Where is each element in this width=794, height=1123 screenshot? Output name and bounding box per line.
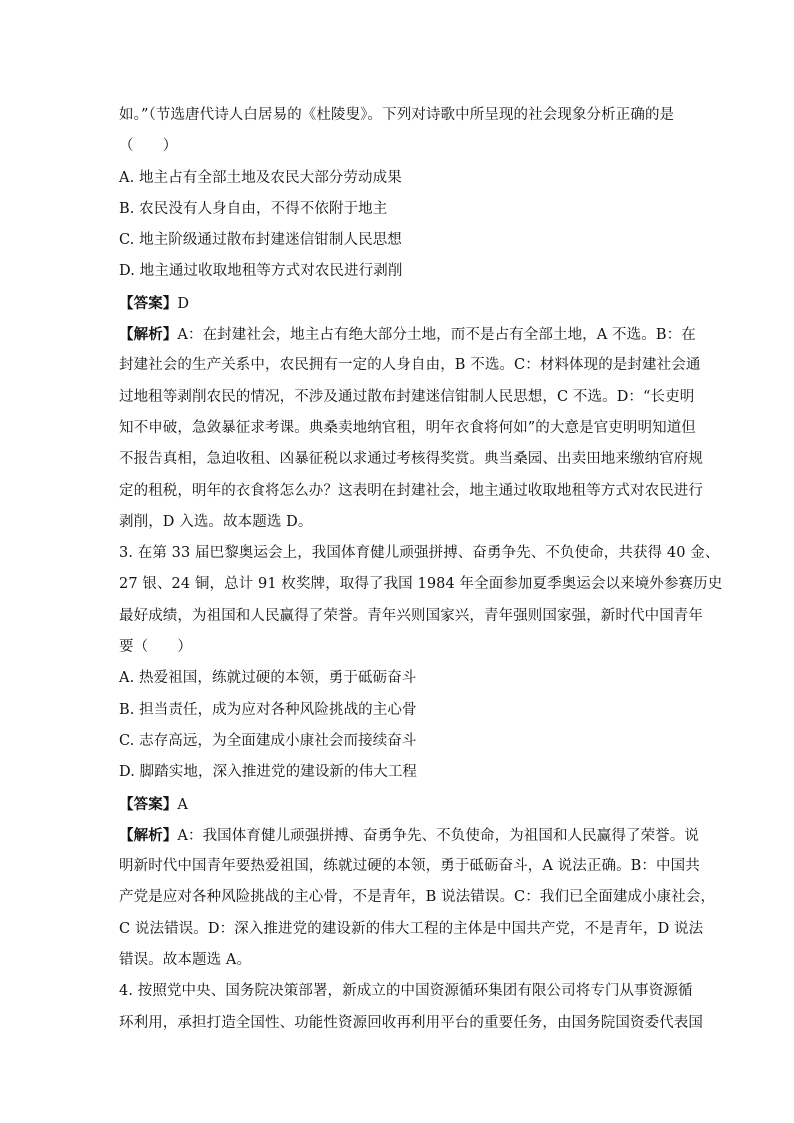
analysis-label: 【解析】 [119, 326, 178, 344]
question-4 [119, 976, 703, 1039]
analysis-line: 错误。故本题选 A。 [119, 952, 252, 969]
analysis-line: 明新时代中国青年要热爱祖国，练就过硬的本领，勇于砥砺奋斗，A 说法正确。B：中国共 [119, 858, 700, 875]
analysis-line: 封建社会的生产关系中，农民拥有一定的人身自由，B 不选。C：材料体现的是封建社会通 [119, 357, 701, 374]
page-content [119, 100, 723, 1039]
question-stem-line: 环利用，承担打造全国性、功能性资源回收再利用平台的重要任务，由国务院国资委代表国 [119, 1014, 703, 1031]
analysis-text: A：我国体育健儿顽强拼搏、奋勇争先、不负使命，为祖国和人民赢得了荣誉。说 [177, 827, 699, 844]
option-c: C. 志存高远，为全面建成小康社会而接续奋斗 [119, 732, 417, 749]
question-stem-line: 3. 在第 33 届巴黎奥运会上，我国体育健儿顽强拼搏、奋勇争先、不负使命，共获得 40 金、 [119, 545, 720, 562]
analysis-text: A：在封建社会，地主占有绝大部分土地，而不是占有全部土地，A 不选。B：在 [177, 327, 696, 344]
answer-label: 【答案】 [119, 294, 178, 312]
question-stem-line: （ ） [119, 138, 178, 155]
question-stem-line: 4. 按照党中央、国务院决策部署，新成立的中国资源循环集团有限公司将专门从事资源循 [119, 983, 693, 1000]
option-c: C. 地主阶级通过散布封建迷信钳制人民思想 [119, 232, 402, 249]
answer-value: D [177, 295, 190, 312]
analysis-line: 定的租税，明年的衣食将怎么办？这表明在封建社会，地主通过收取地租等方式对农民进行 [119, 482, 703, 499]
analysis-line: C 说法错误。D：深入推进党的建设新的伟大工程的主体是中国共产党，不是青年，D 说法 [119, 920, 704, 937]
question-2 [119, 100, 703, 538]
analysis-line: 知不申破，急敛暴征求考课。典桑卖地纳官租，明年衣食将何如”的大意是官吏明明知道但 [119, 419, 696, 436]
option-b: B. 农民没有人身自由，不得不依附于地主 [119, 200, 388, 217]
option-b: B. 担当责任，成为应对各种风险挑战的主心骨 [119, 701, 417, 718]
option-a: A. 热爱祖国，练就过硬的本领，勇于砥砺奋斗 [119, 670, 417, 687]
answer-line [119, 288, 677, 319]
option-d: D. 地主通过收取地租等方式对农民进行剥削 [119, 263, 403, 280]
question-stem-line: 27 银、24 铜，总计 91 枚奖牌，取得了我国 1984 年全面参加夏季奥运会以来境外参赛历史 [119, 576, 723, 593]
analysis-line: 不报告真相，急迫收租、凶暴征税以求通过考核得奖赏。典当桑园、出卖田地来缴纳官府规 [119, 451, 703, 468]
analysis-line [119, 820, 699, 851]
analysis-line: 过地租等剥削农民的情况，不涉及通过散布封建迷信钳制人民思想，C 不选。D：“长吏明 [119, 388, 695, 405]
question-stem-line: 最好成绩，为祖国和人民赢得了荣誉。青年兴则国家兴，青年强则国家强，新时代中国青年 [119, 607, 703, 624]
analysis-line: 剥削，D 入选。故本题选 D。 [119, 513, 313, 530]
question-3 [119, 538, 723, 976]
answer-label: 【答案】 [119, 795, 178, 813]
answer-line [119, 789, 677, 820]
question-stem-line: 如。”（节选唐代诗人白居易的《杜陵叟》。下列对诗歌中所呈现的社会现象分析正确的是 [119, 107, 675, 123]
analysis-label: 【解析】 [119, 826, 178, 844]
analysis-line: 产党是应对各种风险挑战的主心骨，不是青年，B 说法错误。C：我们已全面建成小康社会， [119, 889, 716, 906]
answer-value: A [177, 796, 188, 813]
option-d: D. 脚踏实地，深入推进党的建设新的伟大工程 [119, 764, 418, 781]
question-stem-line: 要（ ） [119, 639, 192, 656]
analysis-line [119, 319, 696, 350]
option-a: A. 地主占有全部土地及农民大部分劳动成果 [119, 169, 402, 186]
